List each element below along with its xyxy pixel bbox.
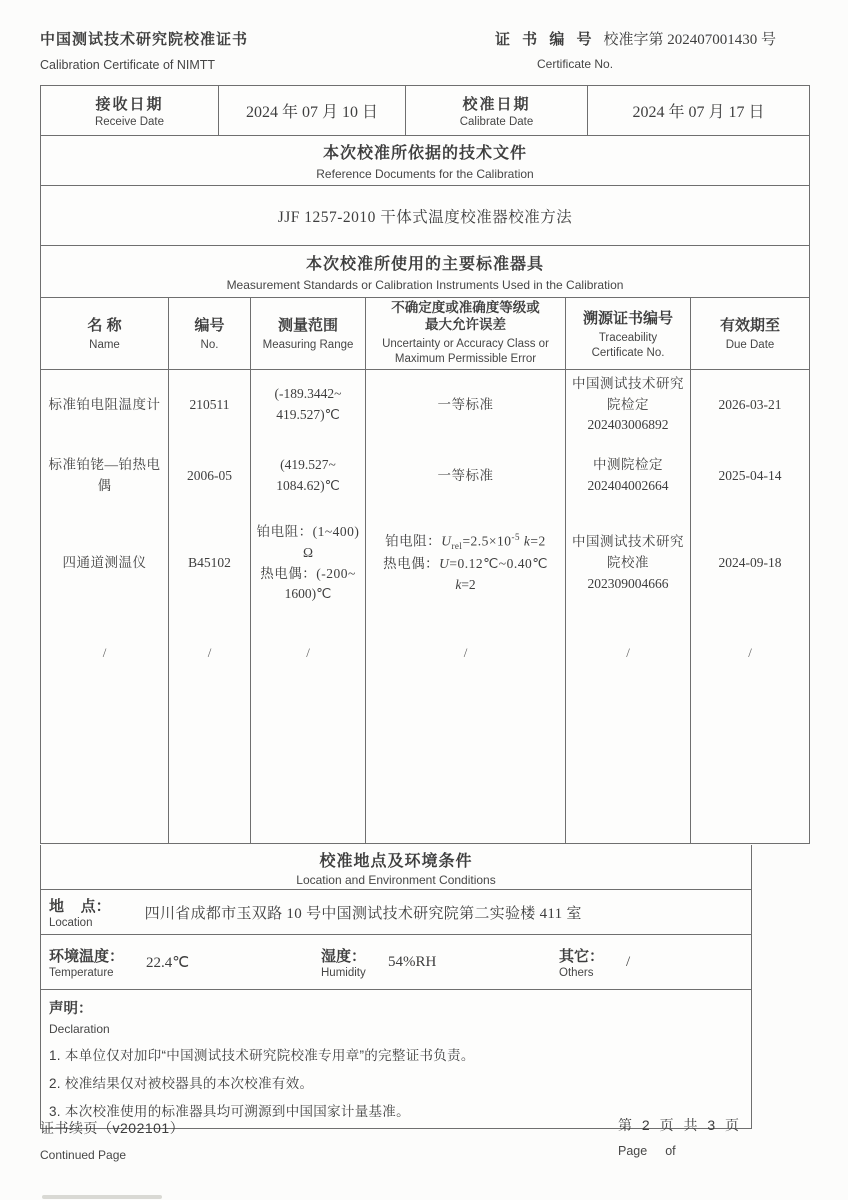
document-title-en: Calibration Certificate of NIMTT xyxy=(40,58,216,72)
declaration-section xyxy=(41,990,751,1128)
standards-section-header xyxy=(41,246,809,298)
table-filler-cell xyxy=(169,690,251,843)
reference-docs-title-en: Reference Documents for the Calibration xyxy=(316,167,534,181)
location-environment-box xyxy=(40,845,752,1129)
table-row1-name: 标准铂电阻温度计 xyxy=(41,370,169,440)
table-row4-range: / xyxy=(251,615,366,690)
receive-date-value-cell xyxy=(219,86,406,135)
calibrate-date-value-cell xyxy=(588,86,809,135)
continued-page-label-cn: 证书续页（v202101） xyxy=(40,1120,185,1136)
table-filler-cell xyxy=(41,690,169,843)
calibrate-date-label-cn: 校准日期 xyxy=(462,96,531,113)
table-row2-name: 标准铂铑—铂热电 偶 xyxy=(41,440,169,512)
page-of-label-en: of xyxy=(665,1144,676,1158)
temperature-label-en: Temperature xyxy=(49,967,114,979)
table-row2-due-date: 2025-04-14 xyxy=(718,467,782,483)
column-header-due-date: 有效期至 Due Date xyxy=(691,298,809,370)
column-header-traceability: 溯源证书编号 Traceability Certificate No. xyxy=(566,298,691,370)
temperature-label-cn: 环境温度： xyxy=(49,948,125,965)
document-title-cn: 中国测试技术研究院校准证书 xyxy=(40,31,249,48)
table-filler-cell xyxy=(366,690,566,843)
table-row4-name: / xyxy=(41,615,169,690)
declaration-title-en: Declaration xyxy=(49,1022,110,1036)
others-group xyxy=(559,945,630,979)
certificate-number-value: 校准字第 202407001430 号 xyxy=(603,32,777,48)
reference-docs-title-cn: 本次校准所依据的技术文件 xyxy=(322,145,527,162)
receive-date-label-cell xyxy=(41,86,219,135)
table-row3-range: 铂电阻：(1~400) Ω 热电偶：(-200~ 1600)℃ xyxy=(251,512,366,615)
declaration-item-2: 2. 校准结果仅对被校器具的本次校准有效。 xyxy=(49,1076,314,1091)
page-number-cn: 第 2 页 共 3 页 xyxy=(618,1117,743,1133)
reference-docs-content-row xyxy=(41,186,809,246)
table-row3-no: B45102 xyxy=(169,512,251,615)
declaration-title-cn: 声明： xyxy=(49,1001,93,1017)
page-number-block xyxy=(618,1115,742,1158)
reference-document-name: JJF 1257-2010 干体式温度校准器校准方法 xyxy=(277,208,573,226)
table-row2-no: 2006-05 xyxy=(169,440,251,512)
receive-date-value: 2024 年 07 月 10 日 xyxy=(245,104,378,121)
others-value: / xyxy=(626,953,631,970)
temperature-group xyxy=(49,945,321,979)
standards-title-en: Measurement Standards or Calibration Instruments Used in the Calibration xyxy=(226,278,624,292)
location-title-cn: 校准地点及环境条件 xyxy=(319,852,473,870)
humidity-label-en: Humidity xyxy=(321,967,366,979)
table-row1-uncertainty: 一等标准 xyxy=(366,370,566,440)
table-row1-due-date: 2026-03-21 xyxy=(718,396,782,412)
certificate-body xyxy=(40,85,810,844)
table-row2-uncertainty: 一等标准 xyxy=(366,440,566,512)
table-row3-name: 四通道测温仪 xyxy=(41,512,169,615)
location-title-en: Location and Environment Conditions xyxy=(296,872,496,887)
table-row1-no: 210511 xyxy=(169,370,251,440)
location-value: 四川省成都市玉双路 10 号中国测试技术研究院第二实验楼 411 室 xyxy=(144,905,582,922)
table-row4-due-date: / xyxy=(748,644,752,660)
dates-table xyxy=(41,86,809,136)
column-header-range: 测量范围 Measuring Range xyxy=(251,298,366,370)
declaration-item-1: 1. 本单位仅对加印“中国测试技术研究院校准专用章”的完整证书负责。 xyxy=(49,1048,475,1063)
receive-date-label-cn: 接收日期 xyxy=(95,96,164,113)
page-footer xyxy=(40,1118,810,1162)
page-label-en: Page xyxy=(618,1144,648,1158)
table-row2-traceability: 中测院检定 202404002664 xyxy=(566,440,691,512)
table-row4-no: / xyxy=(169,615,251,690)
reference-docs-header xyxy=(41,136,809,186)
document-header xyxy=(40,28,810,72)
table-row4-traceability: / xyxy=(566,615,691,690)
column-header-uncertainty: 不确定度或准确度等级或 最大允许误差 Uncertainty or Accuracy Class or Maximum Permissible Error xyxy=(366,298,566,370)
certificate-number-block xyxy=(495,28,776,71)
table-filler-cell xyxy=(251,690,366,843)
temperature-value: 22.4℃ xyxy=(146,954,190,971)
humidity-value: 54%RH xyxy=(388,953,437,970)
receive-date-label-en: Receive Date xyxy=(94,116,165,128)
calibrate-date-value: 2024 年 07 月 17 日 xyxy=(632,104,765,121)
standards-table xyxy=(41,298,809,843)
location-section-header xyxy=(41,845,751,890)
table-filler-cell xyxy=(691,690,809,843)
humidity-label-cn: 湿度： xyxy=(321,948,367,965)
others-label-cn: 其它： xyxy=(559,948,605,965)
declaration-item-3: 3. 本次校准使用的标准器具均可溯源到中国国家计量基准。 xyxy=(49,1104,410,1119)
table-row3-due-date: 2024-09-18 xyxy=(718,555,782,571)
table-row3-traceability: 中国测试技术研究 院校准 202309004666 xyxy=(566,512,691,615)
table-row3-uncertainty: 铂电阻：$U_{rel}=2.5\times 10^{-5}$ k=2 热电偶：U=0.12℃~0.40℃ k=2 xyxy=(366,512,566,615)
continued-page-label-en: Continued Page xyxy=(40,1148,127,1162)
table-row2-range: (419.527~ 1084.62)℃ xyxy=(251,440,366,512)
humidity-group xyxy=(321,945,559,979)
table-row1-traceability: 中国测试技术研究 院检定 202403006892 xyxy=(566,370,691,440)
calibrate-date-label-en: Calibrate Date xyxy=(459,116,534,128)
location-label: 地 点： Location xyxy=(49,898,111,929)
table-filler-cell xyxy=(566,690,691,843)
column-header-no: 编号 No. xyxy=(169,298,251,370)
column-header-name: 名 称 Name xyxy=(41,298,169,370)
scan-artifact xyxy=(42,1195,162,1199)
table-row4-uncertainty: / xyxy=(366,615,566,690)
location-row xyxy=(41,890,751,935)
standards-title-cn: 本次校准所使用的主要标准器具 xyxy=(305,256,544,273)
certificate-number-label-en: Certificate No. xyxy=(537,57,614,71)
others-label-en: Others xyxy=(559,967,594,979)
table-row1-range: (-189.3442~ 419.527)℃ xyxy=(251,370,366,440)
environment-row xyxy=(41,935,751,990)
certificate-number-label-cn: 证 书 编 号 xyxy=(495,31,596,48)
calibrate-date-label-cell xyxy=(406,86,588,135)
